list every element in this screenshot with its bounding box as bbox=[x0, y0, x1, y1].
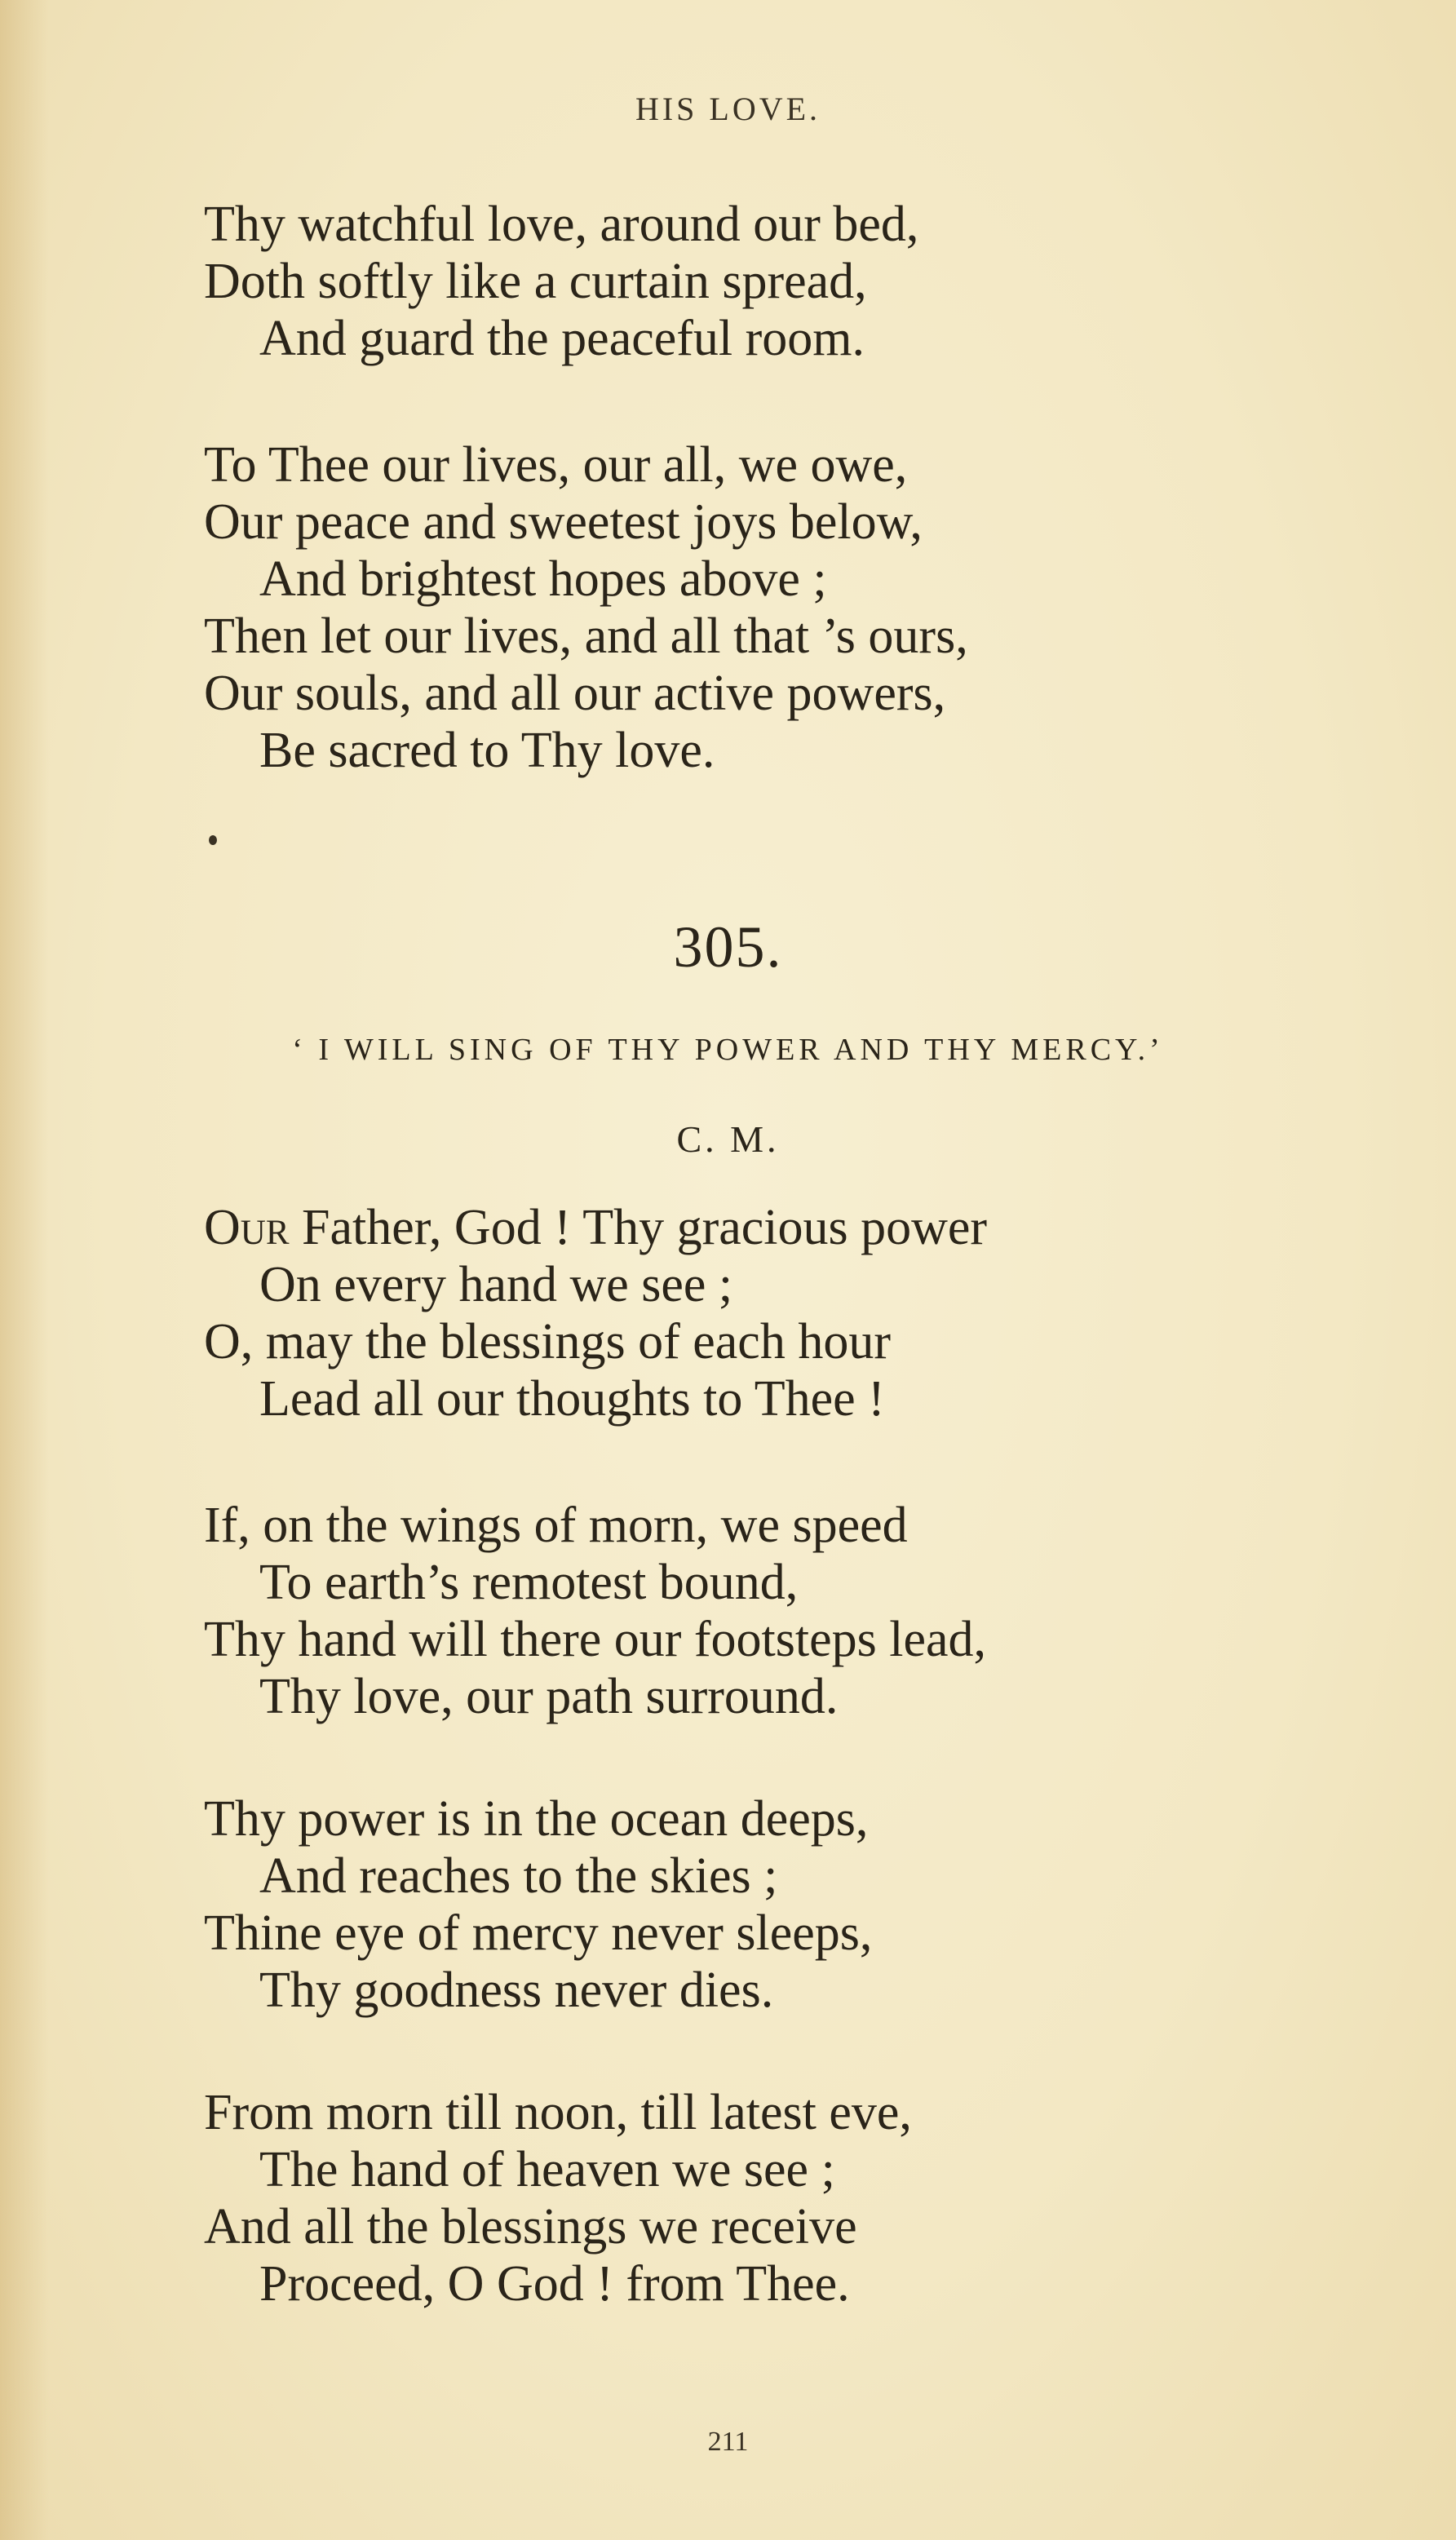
page-edge-shading bbox=[0, 0, 49, 2540]
verse-line: Thine eye of mercy never sleeps, bbox=[204, 1905, 873, 1961]
verse-line: O, may the blessings of each hour bbox=[204, 1314, 891, 1370]
verse-line: Thy love, our path surround. bbox=[259, 1669, 839, 1724]
verse-line-first bbox=[204, 1199, 1224, 1256]
verse-line: Be sacred to Thy love. bbox=[259, 723, 715, 778]
hymn-number: 305. bbox=[673, 914, 783, 980]
verse-line: And all the blessings we receive bbox=[204, 2199, 857, 2255]
verse-line: Lead all our thoughts to Thee ! bbox=[259, 1371, 885, 1427]
verse-line: Thy power is in the ocean deeps, bbox=[204, 1791, 869, 1847]
hymn-title: ‘ I WILL SING OF THY POWER AND THY MERCY.’ bbox=[292, 1033, 1164, 1067]
verse-line: The hand of heaven we see ; bbox=[259, 2142, 835, 2197]
ink-speck bbox=[209, 835, 217, 845]
hymn-stanza-1 bbox=[204, 1199, 1224, 1427]
running-head: HIS LOVE. bbox=[635, 91, 821, 127]
hymn-stanza-3 bbox=[204, 1790, 1224, 2019]
verse-line: Thy hand will there our footsteps lead, bbox=[204, 1612, 987, 1667]
verse-line: To earth’s remotest bound, bbox=[259, 1555, 799, 1610]
verse-line: And reaches to the skies ; bbox=[259, 1848, 778, 1904]
verse-line: Thy watchful love, around our bed, bbox=[204, 197, 919, 252]
first-line-rest: Father, God ! Thy gracious power bbox=[289, 1200, 988, 1255]
page-number: 211 bbox=[707, 2427, 749, 2457]
verse-line: To Thee our lives, our all, we owe, bbox=[204, 437, 908, 493]
verse-line: Our peace and sweetest joys below, bbox=[204, 494, 923, 550]
verse-line: Thy goodness never dies. bbox=[259, 1963, 774, 2018]
continuation-stanza-1 bbox=[204, 196, 1224, 367]
hymn-meter: C. M. bbox=[676, 1118, 780, 1160]
hymn-stanza-4 bbox=[204, 2084, 1224, 2312]
verse-line: Then let our lives, and all that ’s ours, bbox=[204, 608, 968, 664]
verse-line: And guard the peaceful room. bbox=[259, 311, 865, 366]
first-word-small-caps: Our bbox=[204, 1200, 290, 1255]
verse-line: And brightest hopes above ; bbox=[259, 551, 827, 607]
hymn-stanza-2 bbox=[204, 1497, 1224, 1725]
continuation-stanza-2 bbox=[204, 436, 1224, 779]
verse-line: Our souls, and all our active powers, bbox=[204, 666, 946, 721]
verse-line: From morn till noon, till latest eve, bbox=[204, 2085, 912, 2140]
verse-line: If, on the wings of morn, we speed bbox=[204, 1498, 908, 1553]
verse-line: Proceed, O God ! from Thee. bbox=[259, 2256, 850, 2312]
verse-line: Doth softly like a curtain spread, bbox=[204, 254, 867, 309]
verse-line: On every hand we see ; bbox=[259, 1257, 733, 1312]
